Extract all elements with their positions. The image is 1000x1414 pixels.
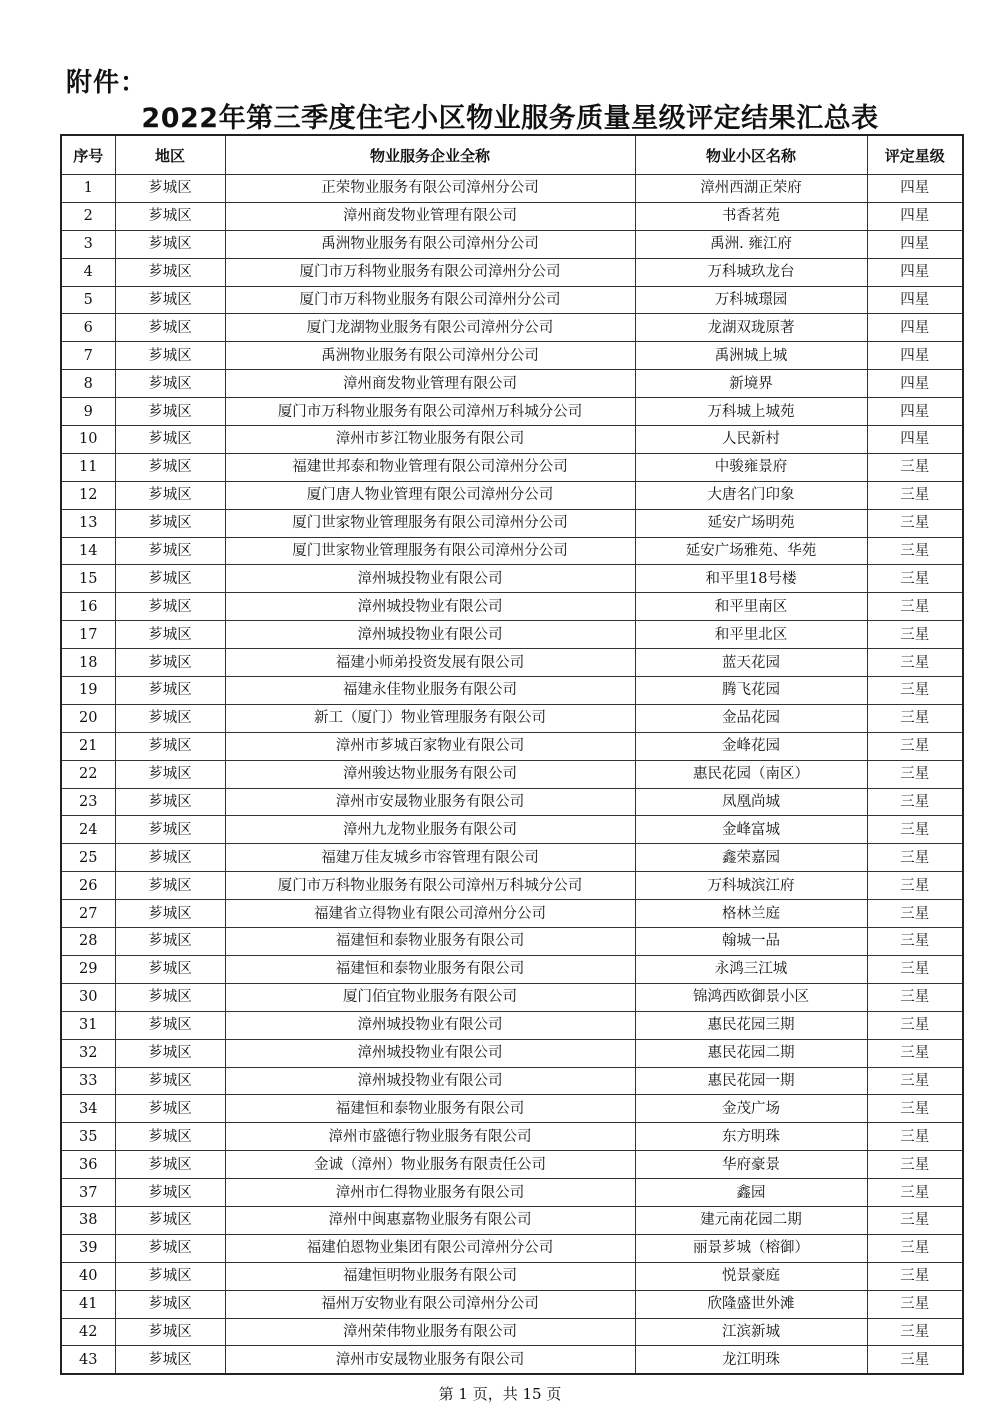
cell-district: 芗城区 — [115, 565, 225, 593]
cell-index: 14 — [61, 537, 115, 565]
cell-company: 漳州市盛德行物业服务有限公司 — [225, 1123, 635, 1151]
table-row — [61, 1011, 963, 1039]
table-body — [61, 175, 963, 1375]
cell-rating: 三星 — [867, 453, 963, 481]
cell-community: 大唐名门印象 — [635, 481, 867, 509]
cell-district: 芗城区 — [115, 1206, 225, 1234]
cell-rating: 三星 — [867, 872, 963, 900]
cell-rating: 三星 — [867, 732, 963, 760]
cell-rating: 三星 — [867, 537, 963, 565]
cell-district: 芗城区 — [115, 1234, 225, 1262]
cell-company: 福建恒和泰物业服务有限公司 — [225, 1095, 635, 1123]
cell-rating: 三星 — [867, 1206, 963, 1234]
cell-community: 漳州西湖正荣府 — [635, 175, 867, 203]
cell-company: 厦门龙湖物业服务有限公司漳州分公司 — [225, 314, 635, 342]
cell-rating: 三星 — [867, 593, 963, 621]
cell-community: 万科城璟园 — [635, 286, 867, 314]
cell-district: 芗城区 — [115, 175, 225, 203]
cell-company: 福建小师弟投资发展有限公司 — [225, 649, 635, 677]
table-row — [61, 1206, 963, 1234]
cell-rating: 四星 — [867, 398, 963, 426]
table-row — [61, 202, 963, 230]
table-row — [61, 1318, 963, 1346]
header-index: 序号 — [61, 135, 115, 175]
table-row — [61, 1179, 963, 1207]
cell-index: 16 — [61, 593, 115, 621]
cell-company: 厦门佰宜物业服务有限公司 — [225, 983, 635, 1011]
cell-company: 漳州市仁得物业服务有限公司 — [225, 1179, 635, 1207]
cell-index: 27 — [61, 900, 115, 928]
cell-company: 漳州中闽惠嘉物业服务有限公司 — [225, 1206, 635, 1234]
cell-district: 芗城区 — [115, 872, 225, 900]
cell-index: 25 — [61, 844, 115, 872]
cell-company: 福建恒和泰物业服务有限公司 — [225, 955, 635, 983]
cell-company: 福建省立得物业有限公司漳州分公司 — [225, 900, 635, 928]
cell-company: 福建永佳物业服务有限公司 — [225, 677, 635, 705]
cell-community: 悦景豪庭 — [635, 1262, 867, 1290]
cell-district: 芗城区 — [115, 760, 225, 788]
table-row — [61, 1151, 963, 1179]
cell-rating: 四星 — [867, 230, 963, 258]
cell-community: 建元南花园二期 — [635, 1206, 867, 1234]
cell-index: 21 — [61, 732, 115, 760]
cell-community: 新境界 — [635, 370, 867, 398]
cell-rating: 四星 — [867, 175, 963, 203]
cell-index: 17 — [61, 621, 115, 649]
cell-index: 34 — [61, 1095, 115, 1123]
cell-district: 芗城区 — [115, 286, 225, 314]
table-row — [61, 286, 963, 314]
cell-rating: 四星 — [867, 202, 963, 230]
cell-rating: 三星 — [867, 788, 963, 816]
cell-district: 芗城区 — [115, 1123, 225, 1151]
header-rating: 评定星级 — [867, 135, 963, 175]
table-row — [61, 1234, 963, 1262]
cell-company: 漳州市安晟物业服务有限公司 — [225, 1346, 635, 1374]
cell-community: 蓝天花园 — [635, 649, 867, 677]
cell-index: 20 — [61, 704, 115, 732]
cell-rating: 三星 — [867, 1123, 963, 1151]
cell-company: 厦门市万科物业服务有限公司漳州万科城分公司 — [225, 398, 635, 426]
table-row — [61, 816, 963, 844]
cell-district: 芗城区 — [115, 983, 225, 1011]
table-row — [61, 481, 963, 509]
cell-district: 芗城区 — [115, 537, 225, 565]
cell-index: 12 — [61, 481, 115, 509]
cell-community: 万科城玖龙台 — [635, 258, 867, 286]
cell-index: 30 — [61, 983, 115, 1011]
cell-community: 金峰花园 — [635, 732, 867, 760]
table-row — [61, 928, 963, 956]
cell-company: 厦门唐人物业管理有限公司漳州分公司 — [225, 481, 635, 509]
table-row — [61, 1123, 963, 1151]
cell-district: 芗城区 — [115, 1011, 225, 1039]
cell-district: 芗城区 — [115, 1318, 225, 1346]
cell-index: 41 — [61, 1290, 115, 1318]
cell-district: 芗城区 — [115, 202, 225, 230]
cell-index: 13 — [61, 509, 115, 537]
cell-rating: 四星 — [867, 370, 963, 398]
cell-community: 凤凰尚城 — [635, 788, 867, 816]
cell-district: 芗城区 — [115, 1039, 225, 1067]
cell-index: 8 — [61, 370, 115, 398]
table-row — [61, 370, 963, 398]
table-row — [61, 565, 963, 593]
cell-index: 37 — [61, 1179, 115, 1207]
cell-community: 龙湖双珑原著 — [635, 314, 867, 342]
table-row — [61, 1290, 963, 1318]
cell-index: 19 — [61, 677, 115, 705]
cell-company: 厦门市万科物业服务有限公司漳州分公司 — [225, 258, 635, 286]
cell-company: 厦门世家物业管理服务有限公司漳州分公司 — [225, 509, 635, 537]
cell-index: 40 — [61, 1262, 115, 1290]
cell-rating: 四星 — [867, 286, 963, 314]
table-row — [61, 342, 963, 370]
table-row — [61, 1039, 963, 1067]
cell-rating: 三星 — [867, 481, 963, 509]
cell-community: 龙江明珠 — [635, 1346, 867, 1374]
cell-district: 芗城区 — [115, 621, 225, 649]
cell-company: 漳州商发物业管理有限公司 — [225, 202, 635, 230]
cell-rating: 三星 — [867, 1262, 963, 1290]
cell-rating: 三星 — [867, 509, 963, 537]
cell-district: 芗城区 — [115, 509, 225, 537]
table-row — [61, 872, 963, 900]
table-row — [61, 593, 963, 621]
cell-district: 芗城区 — [115, 1179, 225, 1207]
cell-index: 4 — [61, 258, 115, 286]
table-row — [61, 314, 963, 342]
table-row — [61, 760, 963, 788]
cell-community: 鑫荣嘉园 — [635, 844, 867, 872]
cell-rating: 三星 — [867, 1067, 963, 1095]
cell-company: 漳州城投物业有限公司 — [225, 565, 635, 593]
cell-district: 芗城区 — [115, 788, 225, 816]
cell-index: 2 — [61, 202, 115, 230]
table-row — [61, 426, 963, 454]
cell-district: 芗城区 — [115, 230, 225, 258]
cell-community: 格林兰庭 — [635, 900, 867, 928]
table-row — [61, 677, 963, 705]
cell-district: 芗城区 — [115, 370, 225, 398]
cell-index: 39 — [61, 1234, 115, 1262]
cell-index: 36 — [61, 1151, 115, 1179]
cell-community: 翰城一品 — [635, 928, 867, 956]
cell-company: 漳州市安晟物业服务有限公司 — [225, 788, 635, 816]
cell-rating: 三星 — [867, 844, 963, 872]
cell-index: 42 — [61, 1318, 115, 1346]
cell-index: 18 — [61, 649, 115, 677]
cell-index: 24 — [61, 816, 115, 844]
table-row — [61, 1095, 963, 1123]
table-row — [61, 1262, 963, 1290]
cell-community: 华府豪景 — [635, 1151, 867, 1179]
cell-district: 芗城区 — [115, 1290, 225, 1318]
cell-company: 漳州骏达物业服务有限公司 — [225, 760, 635, 788]
cell-community: 腾飞花园 — [635, 677, 867, 705]
cell-rating: 三星 — [867, 816, 963, 844]
cell-company: 漳州市芗江物业服务有限公司 — [225, 426, 635, 454]
cell-company: 厦门世家物业管理服务有限公司漳州分公司 — [225, 537, 635, 565]
cell-district: 芗城区 — [115, 426, 225, 454]
header-row — [61, 135, 963, 175]
cell-district: 芗城区 — [115, 732, 225, 760]
table-row — [61, 509, 963, 537]
cell-index: 1 — [61, 175, 115, 203]
cell-index: 11 — [61, 453, 115, 481]
cell-district: 芗城区 — [115, 453, 225, 481]
cell-index: 26 — [61, 872, 115, 900]
cell-index: 32 — [61, 1039, 115, 1067]
cell-rating: 四星 — [867, 258, 963, 286]
cell-district: 芗城区 — [115, 1095, 225, 1123]
cell-community: 惠民花园一期 — [635, 1067, 867, 1095]
cell-index: 10 — [61, 426, 115, 454]
cell-company: 福州万安物业有限公司漳州分公司 — [225, 1290, 635, 1318]
cell-index: 28 — [61, 928, 115, 956]
cell-company: 福建恒明物业服务有限公司 — [225, 1262, 635, 1290]
cell-district: 芗城区 — [115, 955, 225, 983]
cell-district: 芗城区 — [115, 1346, 225, 1374]
cell-rating: 三星 — [867, 1290, 963, 1318]
cell-community: 人民新村 — [635, 426, 867, 454]
table-header — [61, 135, 963, 175]
cell-company: 漳州九龙物业服务有限公司 — [225, 816, 635, 844]
cell-community: 和平里南区 — [635, 593, 867, 621]
cell-rating: 三星 — [867, 900, 963, 928]
cell-community: 惠民花园（南区） — [635, 760, 867, 788]
cell-index: 7 — [61, 342, 115, 370]
cell-index: 43 — [61, 1346, 115, 1374]
cell-index: 9 — [61, 398, 115, 426]
attachment-label: 附件： — [66, 68, 148, 98]
cell-index: 33 — [61, 1067, 115, 1095]
cell-community: 中骏雍景府 — [635, 453, 867, 481]
cell-company: 厦门市万科物业服务有限公司漳州万科城分公司 — [225, 872, 635, 900]
cell-rating: 三星 — [867, 1095, 963, 1123]
table-row — [61, 704, 963, 732]
page-footer: 第 1 页，共 15 页 — [438, 1385, 562, 1403]
cell-community: 和平里北区 — [635, 621, 867, 649]
cell-company: 正荣物业服务有限公司漳州分公司 — [225, 175, 635, 203]
cell-index: 22 — [61, 760, 115, 788]
header-company: 物业服务企业全称 — [225, 135, 635, 175]
cell-company: 金诚（漳州）物业服务有限责任公司 — [225, 1151, 635, 1179]
cell-rating: 三星 — [867, 565, 963, 593]
cell-company: 福建世邦泰和物业管理有限公司漳州分公司 — [225, 453, 635, 481]
cell-community: 惠民花园二期 — [635, 1039, 867, 1067]
cell-rating: 三星 — [867, 760, 963, 788]
table-row — [61, 621, 963, 649]
cell-district: 芗城区 — [115, 677, 225, 705]
cell-company: 漳州市芗城百家物业有限公司 — [225, 732, 635, 760]
cell-community: 和平里18号楼 — [635, 565, 867, 593]
cell-index: 29 — [61, 955, 115, 983]
cell-community: 金峰富城 — [635, 816, 867, 844]
cell-community: 江滨新城 — [635, 1318, 867, 1346]
cell-rating: 三星 — [867, 1318, 963, 1346]
cell-index: 23 — [61, 788, 115, 816]
rating-table — [60, 134, 964, 1375]
cell-company: 漳州城投物业有限公司 — [225, 621, 635, 649]
table-row — [61, 398, 963, 426]
cell-rating: 三星 — [867, 677, 963, 705]
cell-district: 芗城区 — [115, 900, 225, 928]
cell-community: 东方明珠 — [635, 1123, 867, 1151]
cell-company: 漳州商发物业管理有限公司 — [225, 370, 635, 398]
cell-company: 漳州城投物业有限公司 — [225, 593, 635, 621]
cell-company: 新工（厦门）物业管理服务有限公司 — [225, 704, 635, 732]
cell-index: 3 — [61, 230, 115, 258]
cell-index: 31 — [61, 1011, 115, 1039]
cell-district: 芗城区 — [115, 844, 225, 872]
cell-company: 漳州荣伟物业服务有限公司 — [225, 1318, 635, 1346]
cell-district: 芗城区 — [115, 1067, 225, 1095]
cell-rating: 四星 — [867, 342, 963, 370]
cell-rating: 三星 — [867, 955, 963, 983]
table-row — [61, 732, 963, 760]
cell-district: 芗城区 — [115, 593, 225, 621]
table-row — [61, 844, 963, 872]
table-row — [61, 900, 963, 928]
cell-rating: 三星 — [867, 1039, 963, 1067]
cell-rating: 三星 — [867, 1011, 963, 1039]
cell-community: 延安广场明苑 — [635, 509, 867, 537]
cell-company: 漳州城投物业有限公司 — [225, 1039, 635, 1067]
cell-community: 万科城滨江府 — [635, 872, 867, 900]
cell-community: 永鸿三江城 — [635, 955, 867, 983]
cell-rating: 三星 — [867, 983, 963, 1011]
cell-rating: 四星 — [867, 314, 963, 342]
cell-district: 芗城区 — [115, 704, 225, 732]
cell-district: 芗城区 — [115, 1262, 225, 1290]
table-row — [61, 1067, 963, 1095]
cell-district: 芗城区 — [115, 398, 225, 426]
cell-community: 惠民花园三期 — [635, 1011, 867, 1039]
cell-community: 金茂广场 — [635, 1095, 867, 1123]
cell-company: 福建伯恩物业集团有限公司漳州分公司 — [225, 1234, 635, 1262]
table-row — [61, 788, 963, 816]
cell-community: 禹洲城上城 — [635, 342, 867, 370]
table-row — [61, 983, 963, 1011]
cell-rating: 三星 — [867, 704, 963, 732]
cell-community: 锦鸿西欧御景小区 — [635, 983, 867, 1011]
cell-community: 丽景芗城（榕御） — [635, 1234, 867, 1262]
table-row — [61, 453, 963, 481]
cell-index: 6 — [61, 314, 115, 342]
table-row — [61, 955, 963, 983]
cell-company: 漳州城投物业有限公司 — [225, 1011, 635, 1039]
cell-index: 35 — [61, 1123, 115, 1151]
cell-company: 禹洲物业服务有限公司漳州分公司 — [225, 342, 635, 370]
cell-community: 鑫园 — [635, 1179, 867, 1207]
table-row — [61, 649, 963, 677]
table-row — [61, 175, 963, 203]
cell-community: 书香茗苑 — [635, 202, 867, 230]
cell-community: 欣隆盛世外滩 — [635, 1290, 867, 1318]
cell-district: 芗城区 — [115, 258, 225, 286]
cell-company: 漳州城投物业有限公司 — [225, 1067, 635, 1095]
cell-rating: 三星 — [867, 1346, 963, 1374]
cell-rating: 四星 — [867, 426, 963, 454]
header-community: 物业小区名称 — [635, 135, 867, 175]
table-row — [61, 230, 963, 258]
cell-rating: 三星 — [867, 1179, 963, 1207]
cell-district: 芗城区 — [115, 1151, 225, 1179]
cell-rating: 三星 — [867, 649, 963, 677]
cell-index: 5 — [61, 286, 115, 314]
cell-rating: 三星 — [867, 1234, 963, 1262]
cell-company: 禹洲物业服务有限公司漳州分公司 — [225, 230, 635, 258]
cell-district: 芗城区 — [115, 928, 225, 956]
cell-rating: 三星 — [867, 621, 963, 649]
cell-rating: 三星 — [867, 928, 963, 956]
cell-district: 芗城区 — [115, 314, 225, 342]
cell-rating: 三星 — [867, 1151, 963, 1179]
page-title: 2022年第三季度住宅小区物业服务质量星级评定结果汇总表 — [141, 103, 879, 134]
cell-district: 芗城区 — [115, 342, 225, 370]
cell-index: 15 — [61, 565, 115, 593]
cell-community: 延安广场雅苑、华苑 — [635, 537, 867, 565]
table-row — [61, 258, 963, 286]
cell-district: 芗城区 — [115, 816, 225, 844]
cell-community: 万科城上城苑 — [635, 398, 867, 426]
cell-company: 福建万佳友城乡市容管理有限公司 — [225, 844, 635, 872]
cell-district: 芗城区 — [115, 481, 225, 509]
table-row — [61, 1346, 963, 1374]
header-district: 地区 — [115, 135, 225, 175]
cell-company: 厦门市万科物业服务有限公司漳州分公司 — [225, 286, 635, 314]
cell-index: 38 — [61, 1206, 115, 1234]
table-row — [61, 537, 963, 565]
cell-community: 禹洲. 雍江府 — [635, 230, 867, 258]
cell-district: 芗城区 — [115, 649, 225, 677]
cell-community: 金品花园 — [635, 704, 867, 732]
cell-company: 福建恒和泰物业服务有限公司 — [225, 928, 635, 956]
